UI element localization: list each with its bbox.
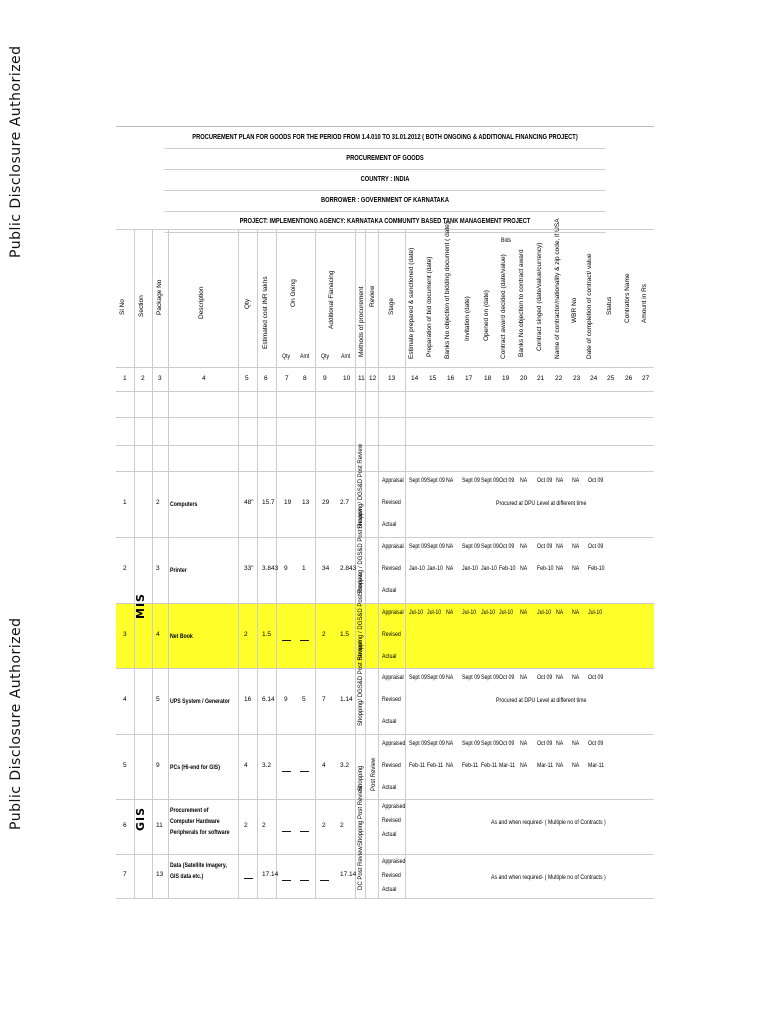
appraisal-date: Sept 09 [462,543,480,550]
estimated-cost: 3.843 [262,565,279,572]
af-amt: 2 [340,821,344,829]
appraisal-date: Oct 09 [588,477,604,484]
qty: 16 [244,696,252,703]
stage-appraised: Appraised [382,858,406,865]
header-opened-on: Opened on (date) [483,290,490,341]
og-amt: 5 [302,696,306,703]
stage-appraisal: Appraised [382,740,406,747]
col-number: 6 [264,375,268,382]
af-amt: 2.843 [340,565,357,572]
watermark-top: Public Disclosure Authorized [8,45,24,258]
appraisal-date: NA [446,740,454,747]
col-number: 20 [520,375,528,382]
header-estimated-cost: Estimated cost INR lakhs [262,276,269,349]
af-qty: 2 [322,630,326,638]
description: Procurement of Computer Hardware Peripherals for software [170,807,230,836]
sl-no: 7 [123,871,127,878]
appraisal-date: Jul-10 [462,609,477,616]
appraisal-date: NA [572,674,580,681]
package-no: 13 [156,871,164,878]
revised-date: Jan-10 [409,565,425,572]
dash: — [320,875,329,885]
subheader-og-amt: Amt [300,353,310,360]
bids-label: Bids [501,237,512,244]
qty: 48" [244,499,254,506]
procurement-method: Shopping [358,765,364,791]
header-methods: Methods of procurement [358,286,365,357]
appraisal-date: Sept 09 [481,674,499,681]
procurement-plan-table [116,126,654,899]
appraisal-date: NA [520,477,528,484]
revised-date: Jan-10 [427,565,443,572]
appraisal-date: Jul-10 [588,609,603,616]
af-amt: 3.2 [340,761,350,769]
og-amt: 1 [302,565,306,572]
description: Net Book [170,632,193,640]
description: UPS System / Generator [170,698,230,705]
stage-appraisal: Appraisal [382,543,404,550]
stage-actual: Actual [382,886,397,893]
row-note: As and when required- ( Multiple no of Contracts ) [491,874,606,881]
revised-date: Mar-11 [499,762,516,769]
appraisal-date: NA [572,740,580,747]
dash: — [300,875,309,885]
col-number: 25 [607,375,615,382]
procurement-method: Shopping/ DGS&D Post Review [358,443,364,529]
revised-date: NA [572,762,580,769]
col-number: 8 [303,375,307,382]
revised-date: Feb-11 [409,762,426,769]
revised-date: Feb-11 [462,762,479,769]
col-number: 10 [343,375,351,382]
header-contractors-name: Contrators Name [624,273,631,323]
appraisal-date: Sept 09 [409,477,427,484]
header-wbr-no: WBR No [571,297,578,323]
appraisal-date: NA [446,543,454,550]
header-review: Review [369,285,376,307]
revised-date: NA [572,565,580,572]
appraisal-date: Oct 09 [537,543,553,550]
col-number: 21 [537,375,545,382]
description: Computers [170,501,198,508]
stage-appraisal: Appraisal [382,674,404,681]
appraisal-date: NA [556,543,564,550]
appraisal-date: NA [446,674,454,681]
af-qty: 29 [322,499,330,506]
col-number: 18 [484,375,492,382]
stage-revised: Revised [382,631,401,638]
stage-actual: Actual [382,784,397,791]
header-sl-no: Sl No [119,299,126,315]
header-bank-no-objection-award: Banks No objection to contract award [518,249,525,357]
header-completion-date: Date of completion of contract/ value [586,253,593,359]
procurement-method: Shopping / DGS&D Post Review [358,508,364,595]
estimated-cost: 17.14 [262,871,279,878]
appraisal-date: NA [520,740,528,747]
header-estimate-prepared: Estimate prepared & sanctioned (date) [408,247,415,359]
og-qty: 9 [284,696,288,703]
sl-no: 6 [123,821,127,829]
dash: — [282,634,291,645]
section-mis: MIS [134,593,147,619]
dash: — [282,875,291,885]
watermark-bottom: Public Disclosure Authorized [8,617,24,830]
stage-revised: Revised [382,762,401,769]
description: Data (Satellite imagery, GIS data etc.) [170,862,227,880]
procurement-method: Shopping Post Review [358,785,364,846]
appraisal-date: NA [556,674,564,681]
appraisal-date: Sept 09 [427,477,445,484]
col-number: 17 [465,375,473,382]
dash: — [282,765,291,776]
appraisal-date: Sept 09 [462,740,480,747]
sl-no: 3 [123,630,127,638]
header-status: Status [606,296,613,315]
col-number: 5 [245,375,249,382]
appraisal-date: Oct 09 [537,740,553,747]
col-number: 11 [358,375,365,382]
col-number: 7 [285,375,289,382]
country-line: COUNTRY : INDIA [164,169,605,191]
revised-date: NA [446,762,454,769]
revised-date: NA [446,565,454,572]
col-number: 12 [369,375,377,382]
project-line: PROJECT: IMPLEMENTIONG AGENCY: KARNATAKA COMMUNITY BASED TANK MANAGEMENT PROJECT [164,211,605,233]
appraisal-date: Oct 09 [537,477,553,484]
header-contract-signed: Contract singed (date/value/currency) [536,242,543,351]
revised-date: Feb-10 [537,565,554,572]
package-no: 4 [156,630,160,638]
header-contract-award: Contract award decided (date/value) [500,254,507,359]
header-qty: Qty [244,298,251,309]
col-number: 24 [590,375,598,382]
header-additional-financing: Additional Fianacing [328,270,335,329]
appraisal-date: Sept 09 [409,543,427,550]
estimated-cost: 1.5 [262,630,272,638]
appraisal-date: Sept 09 [409,740,427,747]
appraisal-date: Sept 09 [427,543,445,550]
col-number: 4 [202,375,206,382]
dash: — [300,825,309,836]
appraisal-date: Sept 09 [481,477,499,484]
appraisal-date: Jul-10 [537,609,552,616]
appraisal-date: Sept 09 [462,477,480,484]
col-number: 23 [573,375,581,382]
col-number: 19 [502,375,510,382]
appraisal-date: NA [556,609,564,616]
dash: — [244,873,253,883]
subheader-af-qty: Qty [321,353,330,360]
estimated-cost: 2 [262,821,266,829]
og-qty: 19 [284,499,292,506]
col-number: 2 [141,375,145,382]
revised-date: NA [556,565,564,572]
revised-date: NA [520,762,528,769]
revised-date: NA [520,565,528,572]
stage-actual: Actual [382,653,397,660]
estimated-cost: 6.14 [262,696,275,703]
dash: — [300,634,309,645]
af-amt: 17.14 [340,871,357,878]
af-amt: 1.5 [340,630,350,638]
appraisal-date: Oct 09 [537,674,553,681]
header-contractor-name: Name of contractor/nationality & zip code, if USA [554,218,561,359]
stage-actual: Actual [382,587,397,594]
package-no: 11 [156,821,163,829]
col-number: 9 [323,375,327,382]
sl-no: 5 [123,761,127,769]
appraisal-date: Sept 09 [462,674,480,681]
appraisal-date: Oct 09 [499,477,515,484]
og-qty: 9 [284,565,288,572]
col-number: 16 [447,375,455,382]
header-package-no: Package No [156,279,163,315]
revised-date: Jan-10 [481,565,497,572]
revised-date: Mar-11 [588,762,605,769]
appraisal-date: NA [572,543,580,550]
row-note: Procured at DPU Level at different time [496,500,587,507]
col-number: 15 [429,375,437,382]
estimated-cost: 15.7 [262,499,275,506]
procurement-method: DC Post Review [358,846,364,890]
row-note: Procured at DPU Level at different time [496,697,587,704]
appraisal-date: Oct 09 [588,543,604,550]
header-on-going: On Going [290,279,297,307]
procurement-subtitle: PROCUREMENT OF GOODS [164,148,605,170]
sl-no: 2 [123,565,127,572]
package-no: 9 [156,761,160,769]
qty: 4 [244,761,248,769]
sl-no: 1 [123,499,127,506]
subheader-af-amt: Amt [341,353,351,360]
qty: 2 [244,630,248,638]
dash: — [300,765,309,776]
stage-actual: Actual [382,831,397,838]
af-qty: 34 [322,565,330,572]
col-number: 22 [555,375,563,382]
package-no: 2 [156,499,160,506]
section-gis: GIS [134,806,147,831]
description: PCs (Hi-end for GIS) [170,763,220,771]
appraisal-date: Jul-10 [409,609,424,616]
appraisal-date: Oct 09 [588,740,604,747]
revised-date: Mar-11 [537,762,554,769]
sl-no: 4 [123,696,127,703]
appraisal-date: Jul-10 [427,609,442,616]
stage-appraisal: Appraisal [382,477,404,484]
stage-revised: Revised [382,565,401,572]
review: Post Review [371,757,377,791]
appraisal-date: Sept 09 [427,674,445,681]
stage-revised: Revised [382,872,401,879]
revised-date: NA [556,762,564,769]
appraisal-date: NA [572,477,580,484]
af-amt: 2.7 [340,499,350,506]
stage-revised: Revised [382,499,401,506]
revised-date: Feb-10 [588,565,605,572]
appraisal-date: NA [520,609,528,616]
af-amt: 1.14 [340,696,353,703]
af-qty: 2 [322,821,326,829]
appraisal-date: Sept 09 [481,543,499,550]
revised-date: Jan-10 [462,565,478,572]
appraisal-date: NA [556,740,564,747]
row-note: As and when required- ( Multiple no of Contracts ) [491,819,606,826]
stage-revised: Revised [382,817,401,824]
appraisal-date: Sept 09 [481,740,499,747]
plan-title: PROCUREMENT PLAN FOR GOODS FOR THE PERIOD FROM 1.4.010 TO 31.01.2012 ( BOTH ONGOING & ADDITIONAL FINANCING PROJECT) [164,127,605,149]
col-number: 13 [388,375,396,382]
col-number: 27 [642,375,650,382]
header-amount: Amount in Rs [641,283,648,323]
header-description: Description [198,286,205,319]
header-invitation: Invitation (date) [464,296,471,341]
appraisal-date: Oct 09 [499,674,515,681]
col-number: 3 [158,375,162,382]
header-section: Section [138,295,145,317]
header-stage: Stage [388,298,395,315]
appraisal-date: NA [446,609,454,616]
procurement-method: Shopping / DGS&D Post Review [358,573,364,660]
af-qty: 4 [322,761,326,769]
appraisal-date: Jul-10 [481,609,496,616]
qty: 33" [244,565,254,572]
package-no: 3 [156,565,160,572]
header-bank-no-objection-bid: Banks No objection of bidding document ( date) [444,222,451,359]
appraisal-date: Sept 09 [427,740,445,747]
stage-appraisal: Appraisal [382,609,404,616]
revised-date: Feb-10 [499,565,516,572]
stage-actual: Actual [382,521,397,528]
qty: 2 [244,821,248,829]
borrower-line: BORROWER : GOVERNMENT OF KARNATAKA [164,190,605,212]
subheader-og-qty: Qty [282,353,291,360]
appraisal-date: Oct 09 [588,674,604,681]
af-qty: 7 [322,696,326,703]
stage-actual: Actual [382,718,397,725]
og-amt: 13 [302,499,310,506]
appraisal-date: Oct 09 [499,543,515,550]
col-number: 14 [411,375,419,382]
description: Printer [170,567,187,574]
appraisal-date: Oct 09 [499,740,515,747]
stage-revised: Revised [382,696,401,703]
appraisal-date: NA [556,477,564,484]
appraisal-date: Sept 09 [409,674,427,681]
stage-appraised: Appraised [382,803,406,810]
appraisal-date: NA [520,674,528,681]
dash: — [282,825,291,836]
procurement-method: Shopping/ DGS&D Post Review [358,640,364,726]
appraisal-date: NA [520,543,528,550]
revised-date: Feb-11 [481,762,498,769]
estimated-cost: 3.2 [262,761,272,769]
col-number: 1 [123,375,127,382]
appraisal-date: NA [572,609,580,616]
appraisal-date: NA [446,477,454,484]
revised-date: Feb-11 [427,762,444,769]
appraisal-date: Jul-10 [499,609,514,616]
package-no: 5 [156,696,160,703]
col-number: 26 [625,375,633,382]
header-bid-document: Preparation of bid document (date) [426,256,433,357]
